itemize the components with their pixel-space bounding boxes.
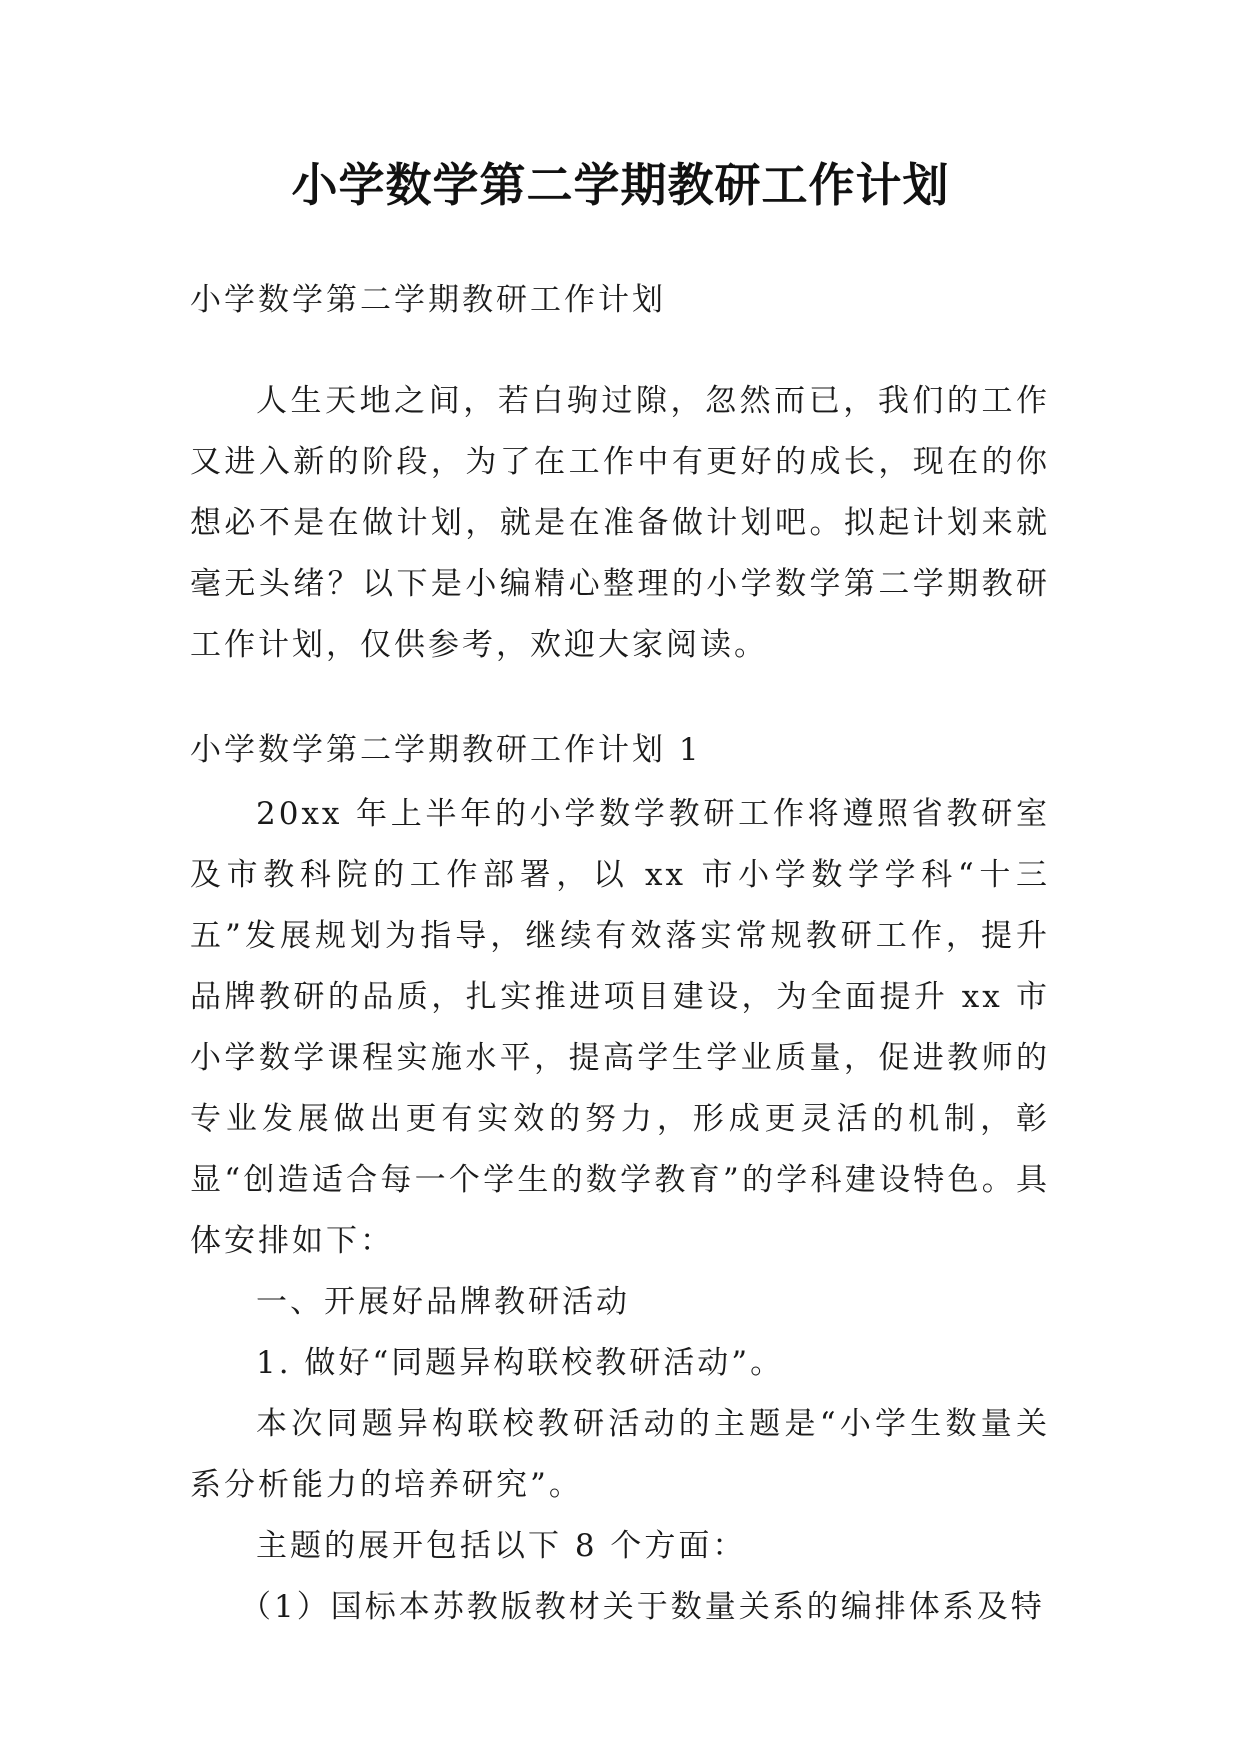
body-paragraph: 主题的展开包括以下 8 个方面： xyxy=(256,1528,747,1564)
intro-paragraph: 人生天地之间，若白驹过隙，忽然而已，我们的工作又进入新的阶段，为了在工作中有更好的成长，现在的你想必不是在做计划，就是在准备做计划吧。拟起计划来就毫无头绪？以下是小编精心整理的小学数学第二学期教研工作计划，仅供参考，欢迎大家阅读。 xyxy=(190,383,1050,663)
list-item: （1）国标本苏教版教材关于数量关系的编排体系及特 xyxy=(240,1589,1045,1625)
document-title: 小学数学第二学期教研工作计划 xyxy=(291,158,950,212)
document-body xyxy=(190,270,1050,1638)
point-heading: 一、开展好品牌教研活动 xyxy=(256,1284,630,1320)
document-subtitle: 小学数学第二学期教研工作计划 xyxy=(190,282,666,318)
body-paragraph: 20xx 年上半年的小学数学教研工作将遵照省教研室及市教科院的工作部署，以 xx 市小学数学学科“十三五”发展规划为指导，继续有效落实常规教研工作，提升品牌教研的品质，扎实推进项目建设，为全面提升 xx 市小学数学课程实施水平，提高学生学业质量，促进教师的专业发展做出更有实效的努力，形成更灵活的机制，彰显“创造适合每一个学生的数学教育”的学科建设特色。具体安排如下： xyxy=(190,796,1050,1259)
sub-point-heading: 1. 做好“同题异构联校教研活动”。 xyxy=(256,1345,785,1381)
section-heading: 小学数学第二学期教研工作计划 1 xyxy=(190,732,702,768)
body-paragraph: 本次同题异构联校教研活动的主题是“小学生数量关系分析能力的培养研究”。 xyxy=(190,1406,1050,1503)
